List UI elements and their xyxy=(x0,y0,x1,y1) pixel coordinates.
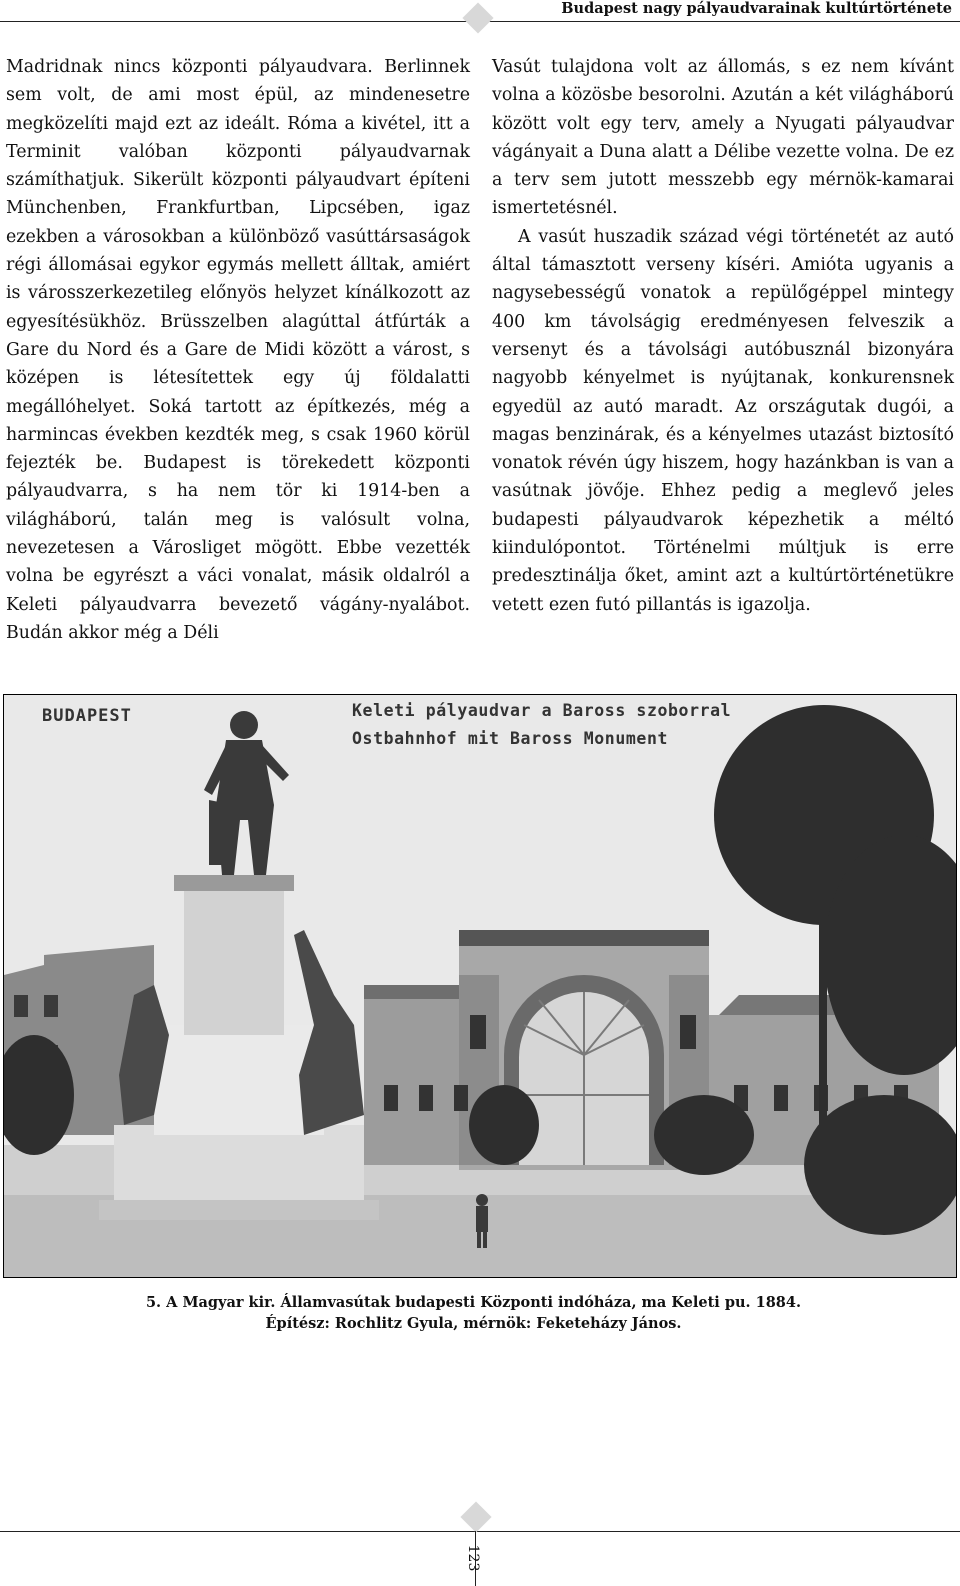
right-paragraph-1: Vasút tulajdona volt az állomás, s ez nem kívánt volna a közösbe besorolni. Azután a két világháború között volt egy terv, amely a Nyugati pályaudvar vágányait a Duna alatt a Délibe vezette volna. De ez a terv sem jutott messzebb egy mérnök-kamarai ismertetésnél. xyxy=(492,57,954,219)
figure-caption-line-2: Építész: Rochlitz Gyula, mérnök: Feketeházy János. xyxy=(265,1315,682,1332)
left-paragraph: Madridnak nincs központi pályaudvara. Berlinnek sem volt, de ami most épül, az mindenesetre megközelíti majd ezt az ideált. Róma a kivétel, itt a Terminit valóban központi pályaudvarnak számíthatjuk. Sikerült központi pályaudvart építeni Münchenben, Frankfurtban, Lipcsében, igaz ezekben a városokban a különböző vasúttársaságok régi állomásai egykor egymás mellett álltak, amiért is városszerkezetileg előnyös helyzet kínálkozott az egyesítésükhöz. Brüsszelben alagúttal átfúrták a Gare du Nord és a Gare de Midi között a várost, s középen is létesítettek egy új földalatti megállóhelyet. Soká tartott az építkezés, még a harmincas években kezdték meg, s csak 1960 körül fejezték be. Budapest is törekedett központi pályaudvarra, s ha nem tör ki 1914-ben a világháború, talán meg is valósult volna, nevezetesen a Városliget mögött. Ebbe vezették volna be egyrészt a váci vonalat, másik oldalról a Keleti pályaudvarra bevezető vágány-nyalábot. Budán akkor még a Déli xyxy=(6,57,470,643)
photo-label-city: BUDAPEST xyxy=(42,706,132,726)
figure-caption-line-1: 5. A Magyar kir. Államvasútak budapesti Központi indóháza, ma Keleti pu. 1884. xyxy=(145,1294,802,1311)
photo-label-german: Ostbahnhof mit Baross Monument xyxy=(352,729,669,748)
right-paragraph-2: A vasút huszadik század végi történetét az autó által támasztott verseny kíséri. Amióta ugyanis a nagysebességű vonatok a repülőgéppel mintegy 400 km távolságig eredményesen felveszik a versenyt és a távolsági autóbusznál bizonyára nagyobb kényelmet is nyújtanak, konkurensnek egyedül az autó maradt. Az országutak dugói, a magas benzinárak, és a kényelmes utazást biztosító vonatok révén úgy hiszem, hogy hazánkban is van a vasútnak jövője. Ehhez pedig a meglevő jeles budapesti pályaudvarok képezhetik a méltó kiindulópontot. Történelmi múltjuk is erre predesztinálja őket, amint azt a kultúrtörténetükre vetett ezen futó pillantás is igazolja. xyxy=(492,226,954,615)
photo-illustration xyxy=(4,695,956,1277)
historic-photo-keleti-station xyxy=(3,694,957,1278)
right-text-column xyxy=(492,53,954,619)
left-text-column xyxy=(6,53,470,647)
footer-rule xyxy=(0,1531,960,1532)
page-number: 123 xyxy=(465,1544,481,1572)
footer-diamond-ornament xyxy=(460,1501,491,1532)
photo-label-hungarian: Keleti pályaudvar a Baross szoborral xyxy=(352,701,732,720)
running-header-title: Budapest nagy pályaudvarainak kultúrtörténete xyxy=(561,0,952,17)
header-diamond-ornament xyxy=(462,2,493,33)
